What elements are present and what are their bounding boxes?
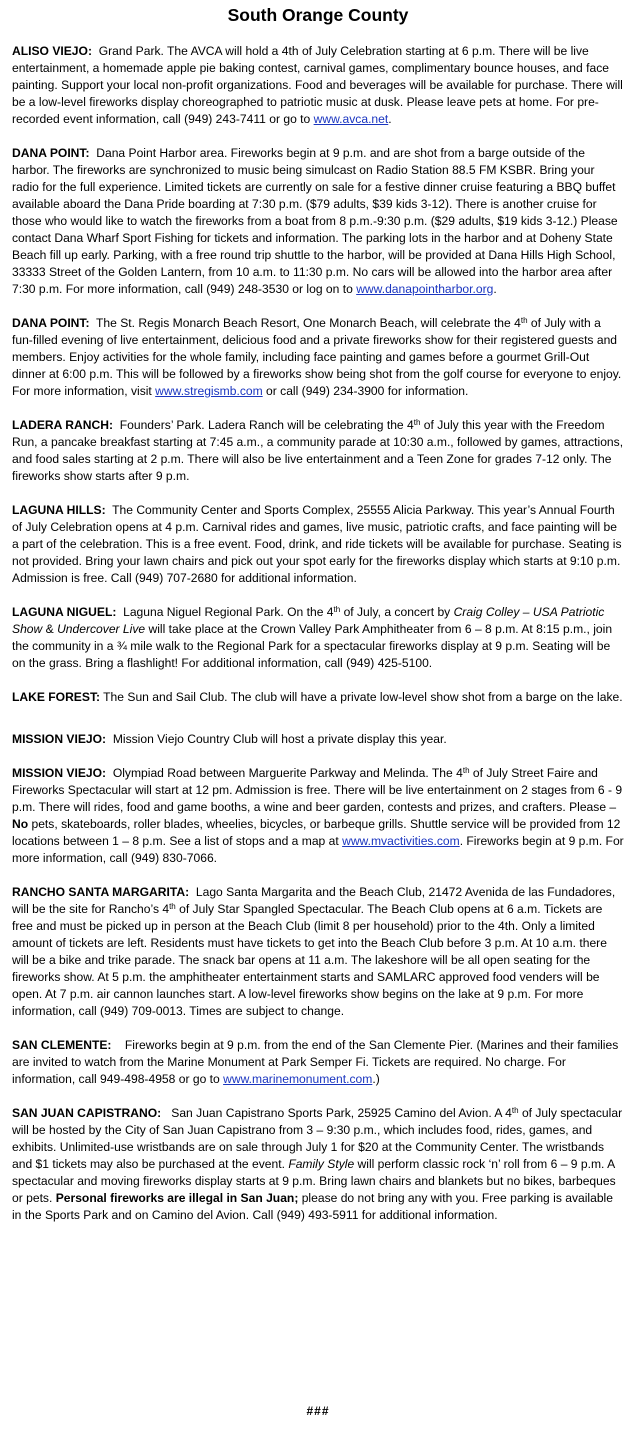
entry-lake-forest <box>12 689 624 706</box>
entry-laguna-hills <box>12 502 624 587</box>
marinemonument-link[interactable]: www.marinemonument.com <box>223 1072 373 1086</box>
entry-text: Dana Point Harbor area. Fireworks begin at 9 p.m. and are shot from a barge outside of the harbor. The fireworks are synchronized to music being simulcast on Radio Station 88.5 FM KSBR. Bring your radio for the full experience. Limited tickets are currently on sale for a festive dinner cruise featuring a BBQ buffet available aboard the Dana Pride boarding at 7:30 p.m. ($79 adults, $39 kids 3-12). There is another cruise for those who would like to watch the fireworks from a boat from 8 p.m.-9:30 p.m. ($29 adults, $19 kids 3-12.) Please contact Dana Wharf Sport Fishing for tickets and information. The parking lots in the harbor and at Doheny State Beach fill up early. Parking, with a free round trip shuttle to the harbor, will be provided at Dana Hills High School, 33333 Street of the Golden Lantern, from 10 a.m. to 11:30 p.m. No cars will be allowed into the harbor area after 7:30 p.m. For more information, call (949) 248-3530 or log on to <box>12 146 618 296</box>
entry-san-clemente: SAN CLEMENTE: Fireworks begin at 9 p.m. from the end of the San Clemente Pier. (Marines and their families are invited to watch from the Marine Monument at Park Semper Fi. Tickets are required. No charge. For information, call 949-498-4958 or go to www.marinemonument.com.) <box>12 1038 619 1086</box>
mvactivities-link[interactable]: www.mvactivities.com <box>342 834 460 848</box>
entry-text: Grand Park. The AVCA will hold a 4th of July Celebration starting at 6 p.m. There will be live entertainment, a homemade apple pie baking contest, carnival games, complimentary bounce houses, and face painting. Support your local non-profit organizations. Food and beverages will be available for purchase. There will be a low-level fireworks display choreographed to patriotic music at dusk. Please leave pets at home. For pre-recorded event information, call (949) 243-7411 or go to <box>12 44 623 126</box>
entry-dana-point-st-regis: DANA POINT: The St. Regis Monarch Beach Resort, One Monarch Beach, will celebrate the 4th of July with a fun-filled evening of live entertainment, delicious food and a private fireworks show for their registered guests and members. Enjoy activities for the whole family, including face painting and games before a gourmet Grill-Out dinner at 6:00 p.m. This will be followed by a fireworks show being shot from the golf course for everyone to enjoy. For more information, visit www.stregismb.com or call (949) 234-3900 for information. <box>12 316 622 398</box>
entry-text: The Sun and Sail Club. The club will have a private low-level show shot from a barge on the lake. <box>103 690 623 704</box>
avca-link[interactable]: www.avca.net <box>313 112 389 126</box>
city-heading: LAGUNA NIGUEL: <box>12 605 117 619</box>
entry-text: Fireworks begin at 9 p.m. from the end of the San Clemente Pier. (Marines and their families are invited to watch from the Marine Monument at Park Semper Fi. Tickets are required. No charge. For information, call 949-498-4958 or go to <box>12 1038 619 1086</box>
city-heading: LAGUNA HILLS: <box>12 503 106 517</box>
city-heading: DANA POINT: <box>12 316 90 330</box>
entry-text: Olympiad Road between Marguerite Parkway and Melinda. The 4 <box>112 766 463 780</box>
entry-text: Lago Santa Margarita and the Beach Club, 21472 Avenida de las Fundadores, will be the site for Rancho’s 4 <box>12 885 616 916</box>
entry-text: The St. Regis Monarch Beach Resort, One Monarch Beach, will celebrate the 4 <box>96 316 521 330</box>
city-heading: LAKE FOREST: <box>12 690 101 704</box>
city-heading: SAN CLEMENTE: <box>12 1038 112 1052</box>
entry-ladera-ranch: LADERA RANCH: Founders’ Park. Ladera Ranch will be celebrating the 4th of July this year with the Freedom Run, a pancake breakfast starting at 7:45 a.m., a community parade at 10:30 a.m., followed by games, attractions, and food sales starting at 2 p.m. There will also be live entertainment and a Teen Zone for grades 7-12 only. The fireworks show starts after 9 p.m. <box>12 418 624 483</box>
entry-san-juan-capistrano: SAN JUAN CAPISTRANO: San Juan Capistrano Sports Park, 25925 Camino del Avion. A 4th of July spectacular will be hosted by the City of San Juan Capistrano from 3 – 9:30 p.m., which includes food, rides, games, and exhibits. Unlimited-use wristbands are on sale through July 1 for $20 at the Community Center. The wristbands and $1 tickets may also be purchased at the event. Family Style will perform classic rock ‘n’ roll from 6 – 9 p.m. A spectacular and moving fireworks display starts at 9 p.m. Bring lawn chairs and blankets but no bikes, barbeques or pets. Personal fireworks are illegal in San Juan; please do not bring any with you. Free parking is available in the Sports Park and on Camino del Avion. Call (949) 493-5911 for additional information. <box>12 1106 623 1222</box>
city-heading: MISSION VIEJO: <box>12 732 107 746</box>
entry-text: Founders’ Park. Ladera Ranch will be celebrating the 4 <box>119 418 414 432</box>
entry-mission-viejo-street-faire: MISSION VIEJO: Olympiad Road between Marguerite Parkway and Melinda. The 4th of July Street Faire and Fireworks Spectacular will start at 12 pm. Admission is free. There will be live entertainment on 2 stages from 6 - 9 p.m. There will rides, food and game booths, a wine and beer garden, contests and prizes, and crafters. Please – No pets, skateboards, roller blades, wheelies, bicycles, or barbeque grills. Shuttle service will be provided from 12 locations between 1 – 8 p.m. See a list of stops and a map at www.mvactivities.com. Fireworks begin at 9 p.m. For more information, call (949) 830-7066. <box>12 766 624 865</box>
end-mark: ### <box>306 1404 330 1418</box>
entry-dana-point-harbor: DANA POINT: Dana Point Harbor area. Fireworks begin at 9 p.m. and are shot from a barge outside of the harbor. The fireworks are synchronized to music being simulcast on Radio Station 88.5 FM KSBR. Bring your radio for the full experience. Limited tickets are currently on sale for a festive dinner cruise featuring a BBQ buffet available aboard the Dana Pride boarding at 7:30 p.m. ($79 adults, $39 kids 3-12). There is another cruise for those who would like to watch the fireworks from a boat from 8 p.m.-9:30 p.m. ($29 adults, $19 kids 3-12.) Please contact Dana Wharf Sport Fishing for tickets and information. The parking lots in the harbor and at Doheny State Beach fill up early. Parking, with a free round trip shuttle to the harbor, will be provided at Dana Hills High School, 33333 Street of the Golden Lantern, from 10 a.m. to 11:30 p.m. No cars will be allowed into the harbor area after 7:30 p.m. For more information, call (949) 248-3530 or log on to www.danapointharbor.org. <box>12 146 618 296</box>
stregismb-link[interactable]: www.stregismb.com <box>155 384 263 398</box>
entry-mission-viejo-country-club <box>12 731 624 748</box>
entry-laguna-niguel: LAGUNA NIGUEL: Laguna Niguel Regional Park. On the 4th of July, a concert by Craig Colley – USA Patriotic Show & Undercover Live will take place at the Crown Valley Park Amphitheater from 6 – 8 p.m. At 8:15 p.m., join the community in a ¾ mile walk to the Regional Park for a spectacular fireworks display at 9 p.m. Seating will be on the grass. Bring a flashlight! For additional information, call (949) 425-5100. <box>12 605 613 670</box>
city-heading: SAN JUAN CAPISTRANO: <box>12 1106 162 1120</box>
entry-text: San Juan Capistrano Sports Park, 25925 Camino del Avion. A 4 <box>171 1106 512 1120</box>
entry-text: Mission Viejo Country Club will host a private display this year. <box>112 732 447 746</box>
city-heading: LADERA RANCH: <box>12 418 113 432</box>
city-heading: RANCHO SANTA MARGARITA: <box>12 885 190 899</box>
city-heading: DANA POINT: <box>12 146 90 160</box>
event-listing <box>12 43 624 1241</box>
entry-text: The Community Center and Sports Complex, 25555 Alicia Parkway. This year’s Annual Fourth of July Celebration opens at 4 p.m. Carnival rides and games, live music, patriotic crafts, and face painting will be a part of the celebration. This is a free event. Food, drink, and ride tickets will be available for purchase. Seating is not provided. Bring your lawn chairs and pick out your spot early for the fireworks display which starts at 9:10 p.m. Admission is free. Call (949) 707-2680 for additional information. <box>12 503 622 585</box>
entry-text: Laguna Niguel Regional Park. On the 4 <box>123 605 334 619</box>
entry-aliso-viejo: ALISO VIEJO: Grand Park. The AVCA will hold a 4th of July Celebration starting at 6 p.m. There will be live entertainment, a homemade apple pie baking contest, carnival games, complimentary bounce houses, and face painting. Support your local non-profit organizations. Food and beverages will be available for purchase. There will be a low-level fireworks display choreographed to patriotic music at dusk. Please leave pets at home. For pre-recorded event information, call (949) 243-7411 or go to www.avca.net. <box>12 44 623 126</box>
page-title: South Orange County <box>227 5 409 25</box>
danapointharbor-link[interactable]: www.danapointharbor.org <box>356 282 494 296</box>
entry-rancho-santa-margarita: RANCHO SANTA MARGARITA: Lago Santa Margarita and the Beach Club, 21472 Avenida de las Fundadores, will be the site for Rancho’s 4th of July Star Spangled Spectacular. The Beach Club opens at 6 a.m. Tickets are free and must be picked up in person at the Beach Club (limit 8 per household) prior to the 4th. Only a limited amount of tickets are left. Residents must have tickets to get into the Beach Club before 3 p.m. At 10 a.m. there will be a bike and trike parade. The snack bar opens at 11 a.m. The lakeshore will be all open seating for the fireworks show. At 5 p.m. the amphitheater entertainment starts and SAMLARC approved food venders will be open. At 7 p.m. air cannon launches start. A low-level fireworks show begins on the lake at 9 p.m. For more information, call (949) 709-0013. Times are subject to change. <box>12 885 616 1018</box>
city-heading: ALISO VIEJO: <box>12 44 92 58</box>
city-heading: MISSION VIEJO: <box>12 766 107 780</box>
